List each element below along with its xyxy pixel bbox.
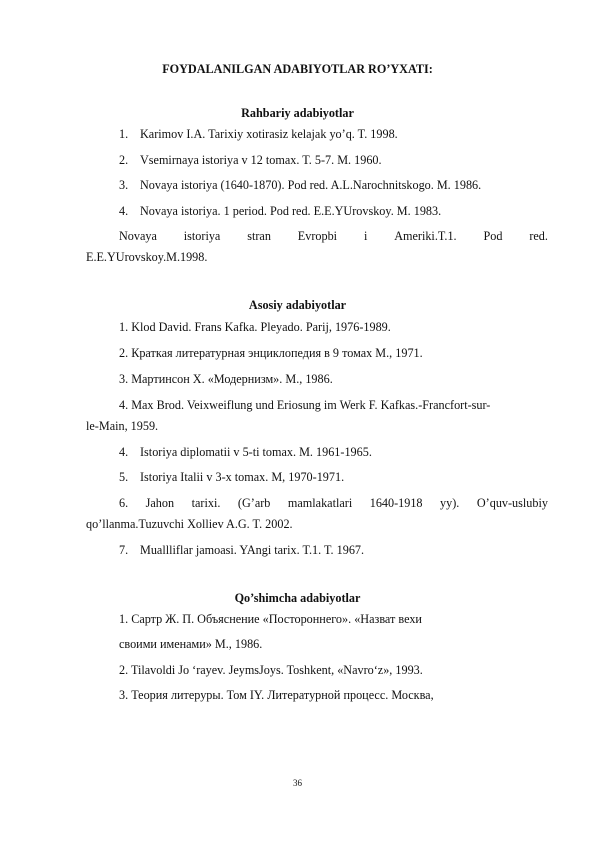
list-item (119, 543, 364, 557)
list-item (119, 445, 372, 459)
word: (G’arb (237, 496, 271, 510)
item-text: Novaya istoriya (1640-1870). Pod red. A.L.Narochnitskogo. M. 1986. (140, 178, 482, 192)
item-text: Istoriya diplomatii v 5-ti tomax. M. 1961-1965. (140, 445, 372, 459)
item-text: Vsemirnaya istoriya v 12 tomax. T. 5-7. M. 1960. (140, 153, 382, 167)
item-number: 7. (119, 543, 129, 557)
list-item-continuation: qo’llanma.Tuzuvchi Xolliev A.G. T. 2002. (86, 517, 293, 531)
word: Novaya (119, 229, 157, 243)
list-item: 1. Сартр Ж. П. Объяснение «Постороннего». «Назват вехи (119, 612, 422, 626)
item-number: 4. (119, 445, 129, 459)
item-number: 1. (119, 127, 129, 141)
word: O’quv-uslubiy (476, 496, 548, 510)
section-heading-asosiy: Asosiy adabiyotlar (248, 298, 347, 312)
list-item-continuation: le-Main, 1959. (86, 419, 159, 433)
justified-paragraph-line (119, 229, 548, 243)
list-item: 2. Tilavoldi Jo ‘rayev. JeymsJoys. Toshkent, «Navro‘z», 1993. (119, 663, 423, 677)
word: Pod (483, 229, 503, 243)
item-text: Istoriya Italii v 3-x tomax. M, 1970-1971. (140, 470, 345, 484)
list-item (119, 470, 344, 484)
item-text: Karimov I.A. Tarixiy xotirasiz kelajak yo’q. T. 1998. (140, 127, 398, 141)
word: Jahon (145, 496, 175, 510)
item-number: 4. (119, 204, 129, 218)
list-item: 1. Klod David. Frans Kafka. Pleyado. Parij, 1976-1989. (119, 320, 391, 334)
word: stran (247, 229, 271, 243)
page-title: FOYDALANILGAN ADABIYOTLAR RO’YXATI: (162, 62, 433, 76)
item-text: Novaya istoriya. 1 period. Pod red. E.E.YUrovskoy. M. 1983. (140, 204, 442, 218)
word: i (363, 229, 368, 243)
item-number: 3. (119, 178, 129, 192)
section-heading-qoshimcha: Qo’shimcha adabiyotlar (234, 591, 361, 605)
item-text: Muallliflar jamoasi. YAngi tarix. T.1. T. 1967. (140, 543, 365, 557)
item-number: 5. (119, 470, 129, 484)
justified-list-item-line (119, 496, 548, 510)
item-number: 2. (119, 153, 129, 167)
word: mamlakatlari (287, 496, 353, 510)
paragraph-continuation: E.E.YUrovskoy.M.1998. (86, 250, 208, 264)
list-item: 3. Теория литеруры. Том IY. Литературной процесс. Москва, (119, 688, 434, 702)
word: red. (529, 229, 548, 243)
word: Ameriki.T.1. (394, 229, 457, 243)
word: 6. (119, 496, 129, 510)
section-heading-rahbariy: Rahbariy adabiyotlar (241, 106, 354, 120)
list-item: 3. Мартинсон Х. «Модернизм». М., 1986. (119, 372, 333, 386)
list-item (119, 204, 441, 218)
word: 1640-1918 (369, 496, 423, 510)
page-number: 36 (293, 778, 302, 788)
list-item (119, 153, 382, 167)
list-item (119, 178, 481, 192)
list-item: 4. Max Brod. Veixweiflung und Eriosung im Werk F. Kafkas.-Francfort-sur- (119, 398, 491, 412)
word: istoriya (183, 229, 221, 243)
list-item-continuation: своими именами» М., 1986. (119, 637, 263, 651)
word: yy). (440, 496, 460, 510)
list-item: 2. Краткая литературная энциклопедия в 9 томах М., 1971. (119, 346, 423, 360)
word: tarixi. (191, 496, 221, 510)
word: Evropbi (297, 229, 338, 243)
list-item (119, 127, 398, 141)
